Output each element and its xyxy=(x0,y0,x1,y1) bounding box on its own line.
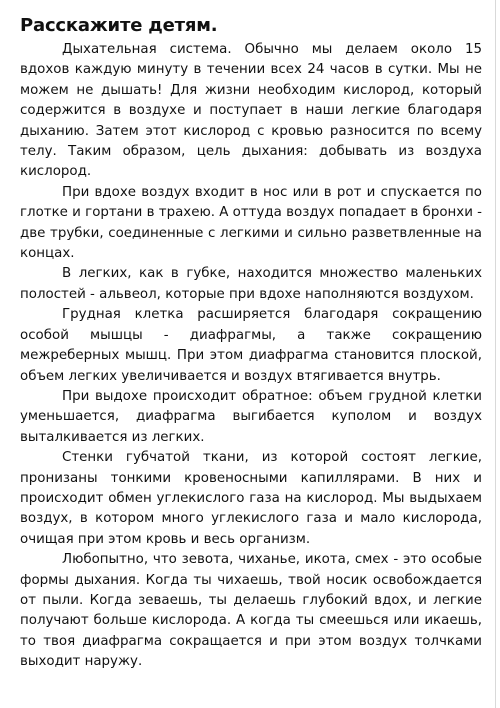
page-edge-line xyxy=(495,0,496,708)
article-body xyxy=(20,40,482,673)
paragraph-special-breathing: Любопытно, что зевота, чиханье, икота, смех - это особые формы дыхания. Когда ты чихаешь, твой носик освобождается от пыли. Когда зеваешь, ты делаешь глубокий вдох, и легкие получают больше кислорода. А когда ты смеешься или икаешь, то твоя диафрагма сокращается и при этом воздух толчками выходит наружу. xyxy=(20,552,482,670)
paragraph-breathing-system: Дыхательная система. Обычно мы делаем около 15 вдохов каждую минуту в течении всех 24 часов в сутки. Мы не можем не дышать! Для жизни необходим кислород, который содержится в воздухе и поступает в наши легкие благодаря дыханию. Затем этот кислород с кровью разносится по всему телу. Таким образом, цель дыхания: добывать из воздуха кислород. xyxy=(20,42,482,180)
paragraph-exhale: При выдохе происходит обратное: объем грудной клетки уменьшается, диафрагма выгибается куполом и воздух выталкивается из легких. xyxy=(20,388,482,445)
paragraph-gas-exchange: Стенки губчатой ткани, из которой состоят легкие, пронизаны тонкими кровеносными капиллярами. В них и происходит обмен углекислого газа на кислород. Мы выдыхаем воздух, в котором много углекислого газа и мало кислорода, очищая при этом кровь и весь организм. xyxy=(20,450,482,547)
paragraph-alveoli: В легких, как в губке, находится множество маленьких полостей - альвеол, которые при вдохе наполняются воздухом. xyxy=(20,266,482,302)
paragraph-diaphragm: Грудная клетка расширяется благодаря сокращению особой мышцы - диафрагмы, а также сокращению межреберных мышц. При этом диафрагма становится плоской, объем легких увеличивается и воздух втягивается внутрь. xyxy=(20,307,482,384)
page-heading: Расскажите детям. xyxy=(20,15,218,36)
paragraph-inhale-path: При вдохе воздух входит в нос или в рот и спускается по глотке и гортани в трахею. А оттуда воздух попадает в бронхи - две трубки, соединенные с легкими и сильно разветвленные на концах. xyxy=(20,184,482,262)
